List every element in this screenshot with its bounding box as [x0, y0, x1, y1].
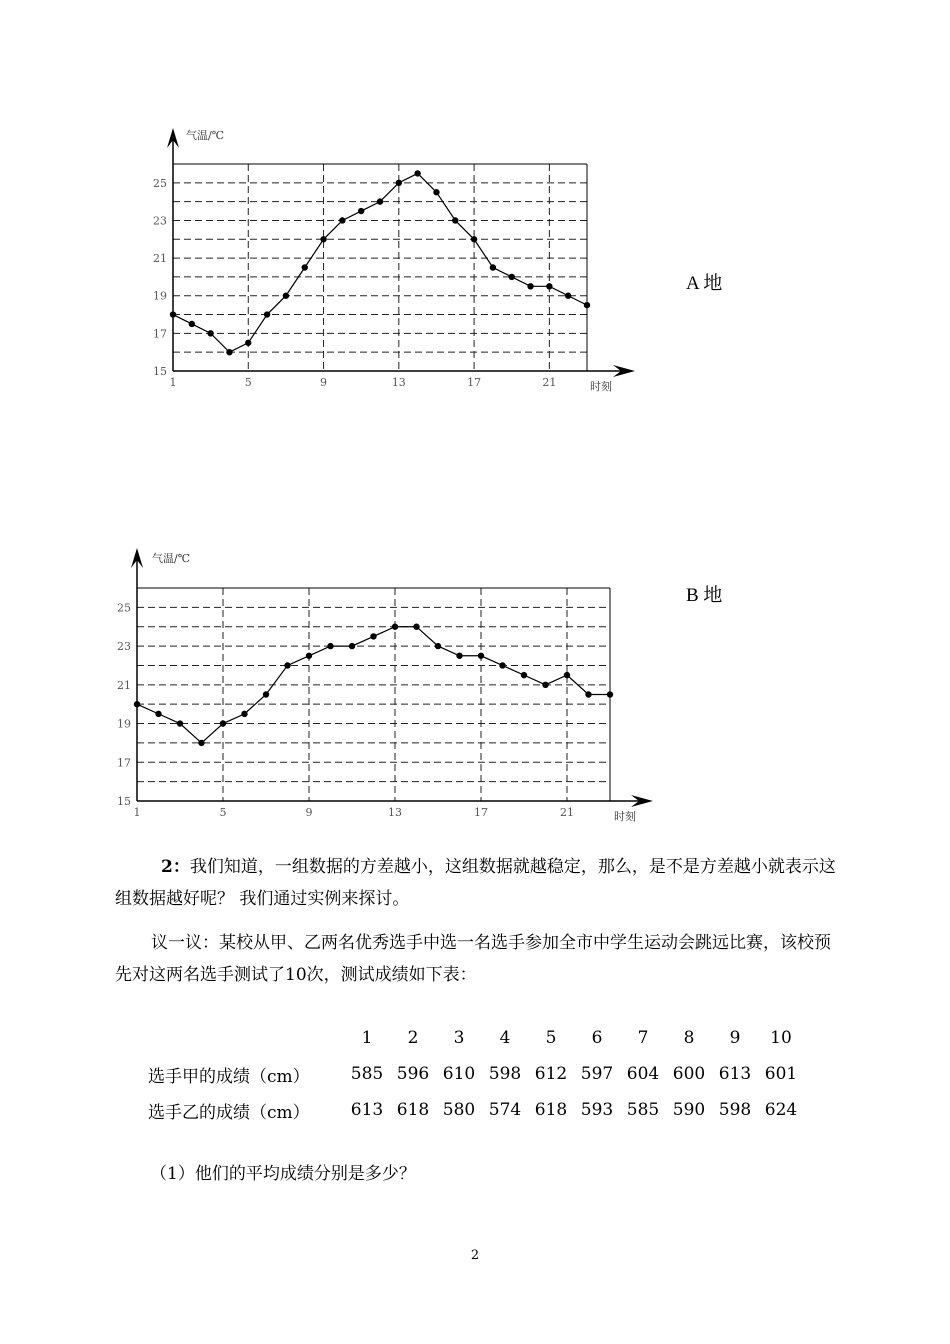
- table-cell: 598: [488, 1064, 522, 1084]
- data-point: [585, 691, 591, 697]
- data-point: [607, 691, 613, 697]
- data-point: [198, 740, 204, 746]
- data-point: [456, 653, 462, 659]
- table-header-cell: 2: [407, 1028, 419, 1048]
- table-cell: 612: [534, 1064, 568, 1084]
- data-point: [478, 653, 484, 659]
- table-corner-cell: [140, 1020, 344, 1056]
- table-cell: 601: [764, 1064, 798, 1084]
- table-header-cell: 8: [683, 1028, 695, 1048]
- table-header-cell: 4: [499, 1028, 511, 1048]
- table-header-row: [140, 1020, 804, 1056]
- discussion-paragraph: 议一议：某校从甲、乙两名优秀选手中选一名选手参加全市中学生运动会跳远比赛，该校预先对这两名选手测试了10次，测试成绩如下表：: [115, 933, 831, 985]
- data-point: [521, 672, 527, 678]
- x-tick-label: 21: [542, 376, 557, 389]
- data-point: [241, 711, 247, 717]
- x-tick-label: 21: [560, 806, 574, 819]
- question-1: （1）他们的平均成绩分别是多少？: [150, 1164, 416, 1184]
- table-header-cell: 7: [637, 1028, 649, 1048]
- table-cell: 613: [718, 1064, 752, 1084]
- y-tick-label: 17: [117, 756, 131, 770]
- y-tick-label: 25: [153, 176, 167, 190]
- question-2-text: 我们知道，一组数据的方差越小，这组数据就越稳定，那么，是不是方差越小就表示这组数据越好呢？ 我们通过实例来探讨。: [115, 857, 836, 909]
- table-cell: 596: [396, 1064, 430, 1084]
- data-point: [349, 643, 355, 649]
- y-tick-label: 25: [117, 601, 131, 615]
- table-cell: 600: [672, 1064, 706, 1084]
- table-row: [140, 1056, 804, 1092]
- data-point: [564, 672, 570, 678]
- y-axis-title: 气温/℃: [152, 552, 191, 565]
- table-header-cell: 9: [729, 1028, 741, 1048]
- table-cell: 580: [442, 1100, 476, 1120]
- y-tick-label: 19: [117, 717, 131, 731]
- table-header-cell: 10: [770, 1028, 792, 1048]
- table-cell: 593: [580, 1100, 614, 1120]
- x-tick-label: 13: [391, 376, 406, 389]
- y-tick-label: 21: [153, 252, 167, 266]
- table-cell: 610: [442, 1064, 476, 1084]
- table-cell: 618: [534, 1100, 568, 1120]
- score-table: [140, 1020, 804, 1128]
- table-cell: 618: [396, 1100, 430, 1120]
- table-header-cell: 5: [545, 1028, 557, 1048]
- data-point: [306, 653, 312, 659]
- x-tick-label: 1: [169, 376, 177, 389]
- data-point: [413, 624, 419, 630]
- table-header-cell: 6: [591, 1028, 603, 1048]
- table-cell: 613: [350, 1100, 384, 1120]
- table-cell: 598: [718, 1100, 752, 1120]
- chart-b-place-label: B 地: [686, 585, 723, 606]
- table-row: [140, 1092, 804, 1128]
- data-point: [370, 633, 376, 639]
- table-row-label: 选手乙的成绩（cm）: [148, 1102, 310, 1123]
- x-axis-title: 时刻: [614, 810, 636, 823]
- y-tick-label: 21: [117, 678, 131, 692]
- y-tick-label: 17: [153, 327, 167, 341]
- y-tick-label: 15: [153, 365, 167, 378]
- page-number: 2: [470, 1248, 480, 1263]
- x-tick-label: 17: [467, 376, 482, 389]
- data-point: [134, 701, 140, 707]
- x-tick-label: 17: [474, 806, 488, 819]
- question-2-number: 2：: [161, 857, 190, 877]
- x-tick-label: 1: [133, 806, 141, 819]
- data-point: [435, 643, 441, 649]
- table-cell: 590: [672, 1100, 706, 1120]
- x-tick-label: 5: [219, 806, 227, 819]
- data-point: [327, 643, 333, 649]
- table-cell: 597: [580, 1064, 614, 1084]
- data-point: [542, 682, 548, 688]
- x-axis-title: 时刻: [590, 380, 612, 393]
- y-tick-label: 15: [117, 795, 131, 808]
- y-tick-label: 23: [153, 214, 167, 228]
- y-tick-label: 19: [153, 289, 167, 303]
- x-tick-label: 5: [244, 376, 252, 389]
- table-row-label: 选手甲的成绩（cm）: [148, 1066, 310, 1087]
- data-point: [177, 720, 183, 726]
- question-2-paragraph: [115, 851, 840, 915]
- table-cell: 574: [488, 1100, 522, 1120]
- data-point: [155, 711, 161, 717]
- chart-b-plot: [117, 548, 653, 823]
- table-cell: 604: [626, 1064, 660, 1084]
- table-header-cell: 3: [453, 1028, 465, 1048]
- data-point: [220, 720, 226, 726]
- x-tick-label: 9: [305, 806, 313, 819]
- y-axis-title: 气温/℃: [186, 129, 225, 142]
- table-cell: 585: [626, 1100, 660, 1120]
- table-cell: 585: [350, 1064, 384, 1084]
- table-header-cell: 1: [361, 1028, 373, 1048]
- x-tick-label: 9: [320, 376, 328, 389]
- data-point: [392, 624, 398, 630]
- chart-a-place-label: A 地: [686, 273, 723, 294]
- x-tick-label: 13: [388, 806, 402, 819]
- data-point: [284, 662, 290, 668]
- data-point: [499, 662, 505, 668]
- y-tick-label: 23: [117, 640, 131, 654]
- table-cell: 624: [764, 1100, 798, 1120]
- data-point: [263, 691, 269, 697]
